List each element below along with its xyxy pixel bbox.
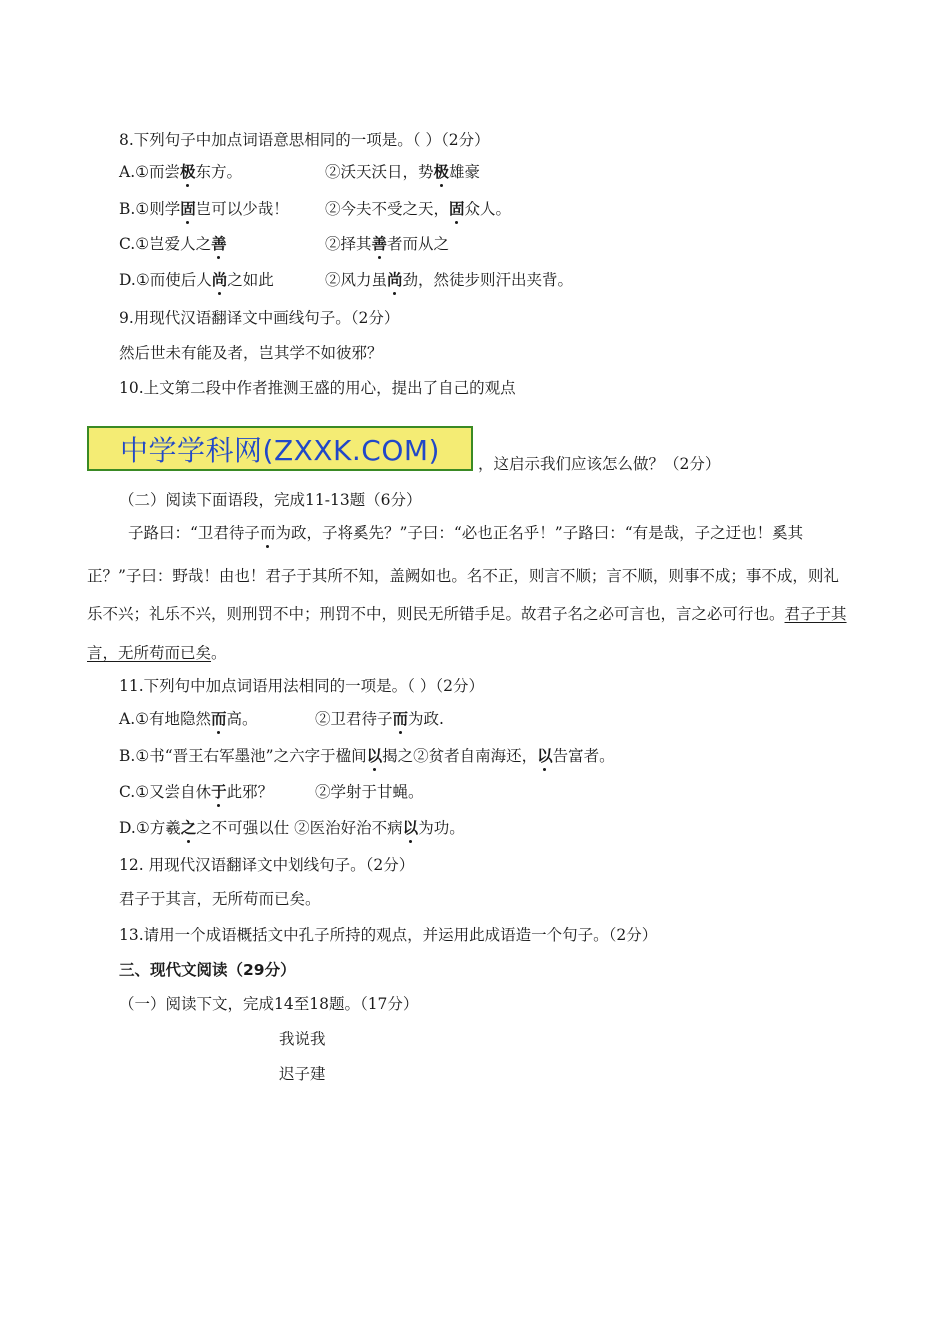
q13-stem: 13.请用一个成语概括文中孔子所持的观点，并运用此成语造一个句子。（2分） — [119, 926, 658, 944]
q8-option-b: B.①则学固岂可以少哉！ — [119, 200, 289, 218]
q8-option-b-second: ②今夫不受之天，固众人。 — [325, 200, 512, 218]
q11-option-a: A.①有地隐然而高。 — [119, 710, 258, 728]
underlined-sentence-part1: 君子于其 — [784, 605, 847, 623]
q8-option-d-second: ②风力虽尚劲，然徒步则汗出夹背。 — [325, 271, 574, 289]
zxxk-logo-banner — [87, 426, 473, 471]
passage-line-4: 言，无所苟而已矣。 — [87, 644, 227, 662]
q11-option-c: C.①又尝自休于此邪？ — [119, 783, 274, 801]
article-title: 我说我 — [279, 1030, 326, 1048]
section3-heading: 三、现代文阅读（29分） — [119, 961, 296, 979]
passage-line-3: 乐不兴；礼乐不兴，则刑罚不中；刑罚不中，则民无所错手足。故君子名之必可言也，言之必可行也。君子于其 — [87, 605, 847, 623]
q10-tail: ，这启示我们应该怎么做？（2分） — [478, 455, 721, 473]
q8-option-c: C.①岂爱人之善 — [119, 235, 227, 253]
q9-stem: 9.用现代汉语翻译文中画线句子。（2分） — [119, 309, 400, 327]
q11-option-d: D.①方羲之之不可强以仕 ②医治好治不病以为功。 — [119, 819, 465, 837]
section2-heading: （二）阅读下面语段，完成11-13题（6分） — [119, 491, 422, 509]
logo-text: 中学学科网(ZXXK.COM) — [120, 433, 440, 467]
q8-option-d: D.①而使后人尚之如此 — [119, 271, 274, 289]
passage-line-2: 正？”子曰：野哉！由也！君子于其所不知，盖阙如也。名不正，则言不顺；言不顺，则事不成；事不成，则礼 — [87, 567, 839, 585]
underlined-sentence-part2: 言，无所苟而已矣 — [87, 644, 212, 662]
q8-option-c-second: ②择其善者而从之 — [325, 235, 450, 253]
q9-sentence: 然后世未有能及者，岂其学不如彼邪？ — [119, 344, 383, 362]
section3-sub: （一）阅读下文，完成14至18题。（17分） — [119, 995, 419, 1013]
q12-stem: 12. 用现代汉语翻译文中划线句子。（2分） — [119, 856, 415, 874]
q8-stem: 8.下列句子中加点词语意思相同的一项是。（ ）（2分） — [119, 131, 490, 149]
q11-option-a-second: ②卫君待子而为政. — [315, 710, 444, 728]
q11-option-c-second: ②学射于甘蝇。 — [315, 783, 424, 801]
passage-line-1: 子路曰：“卫君待子而为政，子将奚先？”子曰：“必也正名乎！”子路曰：“有是哉，子之迂也！奚其 — [128, 524, 804, 542]
q8-option-a-second: ②沃天沃日，势极雄豪 — [325, 163, 481, 181]
article-author: 迟子建 — [279, 1065, 326, 1083]
q8-option-a: A.①而尝极东方。 — [119, 163, 243, 181]
q11-stem: 11.下列句中加点词语用法相同的一项是。（ ）（2分） — [119, 677, 484, 695]
q11-option-b: B.①书“晋王右军墨池”之六字于楹间以揭之②贫者自南海还，以告富者。 — [119, 747, 615, 765]
q12-sentence: 君子于其言，无所苟而已矣。 — [119, 890, 321, 908]
q10-stem: 10.上文第二段中作者推测王盛的用心，提出了自己的观点 — [119, 379, 516, 397]
